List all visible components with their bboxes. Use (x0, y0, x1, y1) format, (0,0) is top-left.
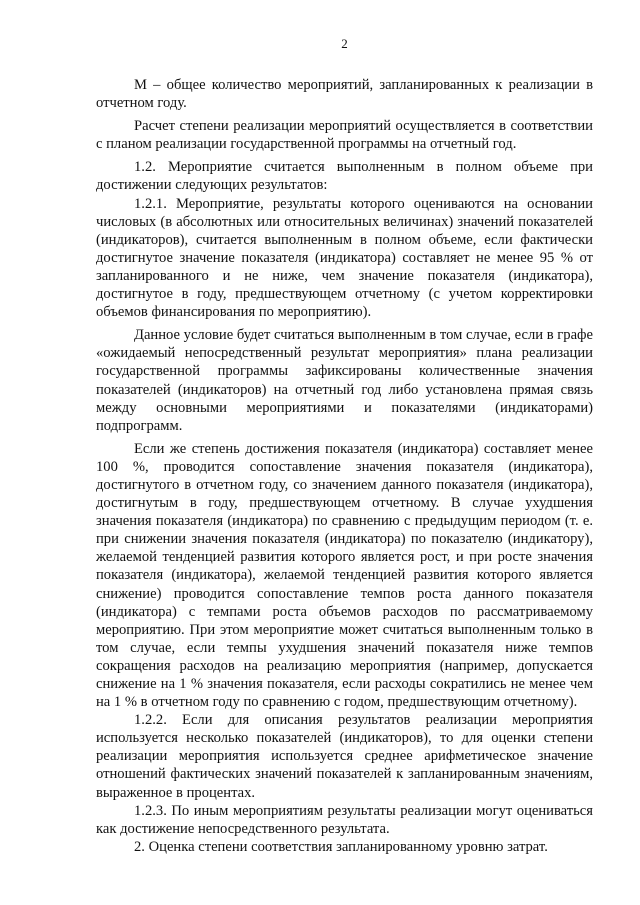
paragraph-m-definition: М – общее количество мероприятий, запланированных к реализации в отчетном году. (96, 77, 593, 112)
page-number: 2 (341, 36, 348, 51)
paragraph-condition: Данное условие будет считаться выполненным в том случае, если в графе «ожидаемый непосредственный результат мероприятия» плана реализации государственной программы зафиксированы количественные значения показателей (индикаторов) на отчетный год либо установлена прямая связь между основными мероприятиями и показателями (индикаторами) подпрограмм. (96, 327, 593, 434)
paragraph-section-2: 2. Оценка степени соответствия запланированному уровню затрат. (134, 838, 548, 855)
paragraph-1-2-3: 1.2.3. По иным мероприятиям результаты реализации могут оцениваться как достижение непосредственного результата. (96, 802, 593, 837)
document-body (96, 76, 593, 856)
paragraph-calculation-basis: Расчет степени реализации мероприятий осуществляется в соответствии с планом реализации государственной программы на отчетный год. (96, 118, 593, 153)
paragraph-below-100: Если же степень достижения показателя (индикатора) составляет менее 100 %, проводится сопоставление значения показателя (индикатора), достигнутого в отчетном году, со значением данного показателя (индикатора), достигнутым в году, предшествующем отчетному. В случае ухудшения значения показателя (индикатора) по сравнению с предыдущим периодом (т. е. при снижении значения показателя (индикатора) по показателю (индикатору), желаемой тенденцией развития которого является рост, и при росте значения показателя (индикатора), желаемой тенденцией развития которого является снижение) проводится сопоставление темпов роста данного показателя (индикатора) с темпами роста объемов расходов по рассматриваемому мероприятию. При этом мероприятие может считаться выполненным только в том случае, если темпы ухудшения значений показателя ниже темпов сокращения расходов на реализацию мероприятия (например, допускается снижение на 1 % значения показателя, если расходы сократились не менее чем на 1 % в отчетном году по сравнению с годом, предшествующим отчетному). (96, 440, 593, 711)
paragraph-1-2-2: 1.2.2. Если для описания результатов реализации мероприятия используется несколько показателей (индикаторов), то для оценки степени реализации мероприятия используется среднее арифметическое значение отношений фактических значений показателей к запланированным значениям, выраженное в процентах. (96, 712, 593, 801)
paragraph-1-2: 1.2. Мероприятие считается выполненным в полном объеме при достижении следующих результатов: (96, 159, 593, 194)
paragraph-1-2-1: 1.2.1. Мероприятие, результаты которого оцениваются на основании числовых (в абсолютных или относительных величинах) значений показателей (индикаторов), считается выполненным в полном объеме, если фактически достигнутое значение показателя (индикатора) составляет не менее 95 % от запланированного и не ниже, чем значение показателя (индикатора), достигнутое в году, предшествующем отчетному (с учетом корректировки объемов финансирования по мероприятию). (96, 195, 593, 321)
